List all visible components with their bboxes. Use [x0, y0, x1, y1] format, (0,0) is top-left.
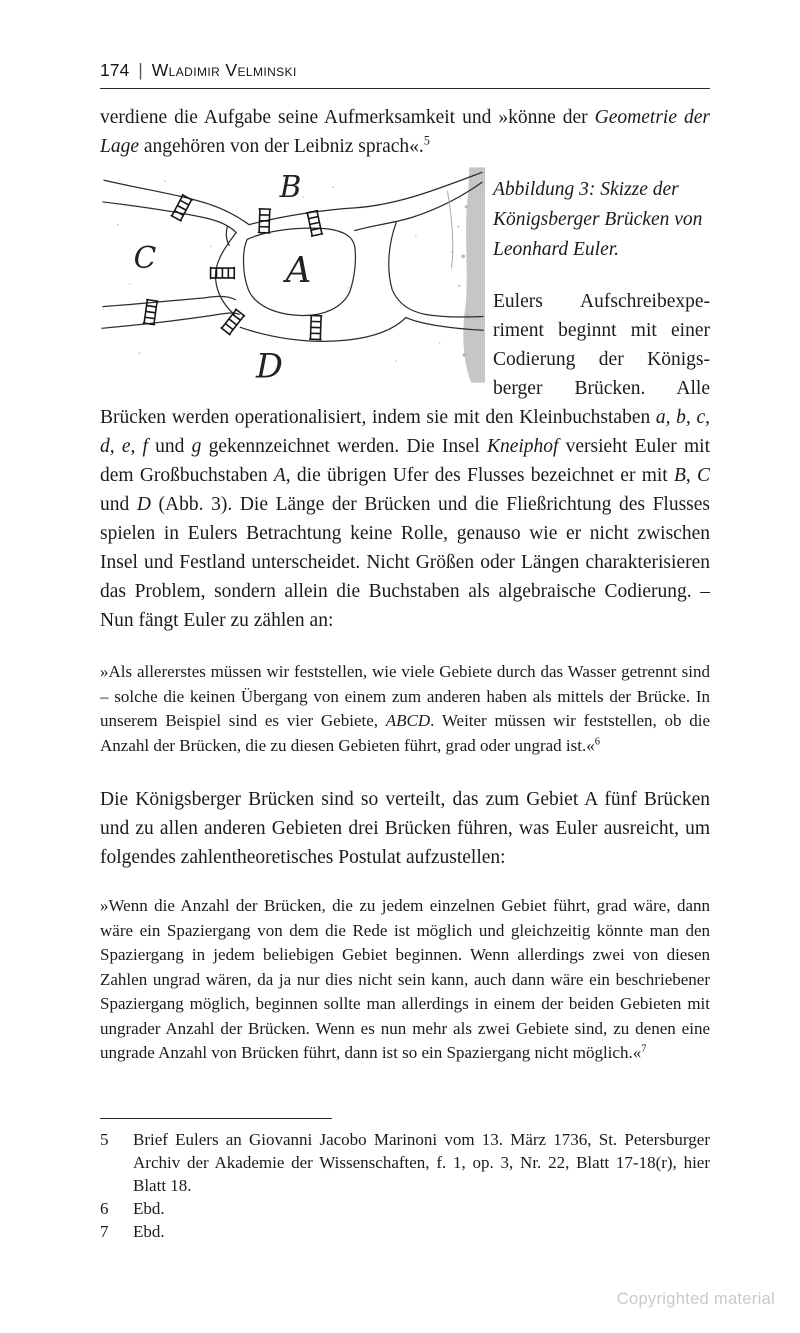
footnote-divider [100, 1118, 332, 1119]
scan-noise-band [457, 167, 485, 382]
figure-caption: Abbildung 3: Skizze der Königsberger Brücken von Leonhard Euler. [493, 179, 703, 260]
intro-paragraph: verdiene die Aufgabe seine Aufmerksamkeit und »könne der Geometrie der Lage angehören von der Leibniz sprach«.$^5$ [100, 107, 710, 157]
bridge-a-icon [171, 194, 193, 221]
header-separator: | [138, 60, 143, 80]
running-header [100, 60, 710, 89]
footnote-text: Ebd. [133, 1222, 165, 1241]
bridge-f-icon [221, 309, 245, 335]
paper-speckles [117, 180, 452, 361]
footnote-number: 7 [100, 1222, 109, 1241]
figure-label-b: B [279, 170, 302, 205]
bridge-g-icon [309, 315, 322, 339]
bridge-b-icon [211, 267, 235, 279]
footnote-text: Ebd. [133, 1199, 165, 1218]
bridge-c-icon [258, 209, 271, 233]
block-quote-1: »Als allererstes müssen wir feststellen, wie viele Gebiete durch das Wasser getrennt sind – solche die keinen Übergang von einem zum anderen haben als mittels der Brücke. In unserem Beispiel sind es vier Gebiete, ABCD. Weiter müssen wir feststellen, ob die Anzahl der Brücken, die zu diesen Gebieten führt, grad oder ungrad ist.«$^6$ [100, 662, 710, 755]
author-name: Wladimir Velminski [151, 60, 297, 80]
figure-label-a: A [285, 249, 312, 291]
main-paragraph: Eulers Aufschreibexperiment beginnt mit einer Codierung der Königsberger Brücken. Alle Brücken werden operationalisiert, indem sie mit den Kleinbuchstaben a, b, c, d, e, f und g gekennzeichnet werden. Die Insel Kneiphof versieht Euler mit dem Großbuchstaben A, die übrigen Ufer des Flusses bezeichnet er mit B, C und D (Abb. 3). Die Länge der Brücken und die Fließrichtung des Flusses spielen in Eulers Betrachtung keine Rolle, genauso wie er nicht zwischen Insel und Festland unterscheidet. Nicht Größen oder Längen charakterisieren das Problem, sondern allein die Buchstaben als algebraische Codierung. – Nun fängt Euler zu zählen an: [100, 291, 711, 631]
bridge-d-icon [306, 210, 323, 236]
footnote-number: 5 [100, 1130, 109, 1149]
footnote-text: Brief Eulers an Giovanni Jacobo Marinoni vom 13. März 1736, St. Petersburger Archiv der Akademie der Wissenschaften, f. 1, op. 3, Nr. 22, Blatt 17-18(r), hier Blatt 18. [133, 1130, 710, 1195]
block-quote-2: »Wenn die Anzahl der Brücken, die zu jedem einzelnen Gebiet führt, grad wäre, dann wäre ein Spaziergang von dem die Rede ist möglich und gleichzeitig könnte man den Spaziergang in jedem beliebigen Gebiet beginnen. Wenn allerdings zwei von diesen Zahlen ungrad wären, da ja nur dies nicht sein kann, auch dann wäre ein beschriebener Spaziergang möglich, beginnen sollte man allerdings in einem der beiden Gebieten mit ungrader Anzahl der Brücken. Wenn es nun mehr als zwei Gebiete sind, zu denen eine ungrade Anzahl von Brücken führt, dann ist so ein Spaziergang nicht möglich.«$^7$ [100, 896, 710, 1062]
page-number: 174 [100, 60, 130, 80]
footnote-item [100, 1220, 710, 1243]
footnote-number: 6 [100, 1199, 109, 1218]
euler-bridges-sketch-image [100, 166, 485, 384]
middle-paragraph: Die Königsberger Brücken sind so verteilt, das zum Gebiet A fünf Brücken und zu allen anderen Gebieten drei Brücken führen, was Euler ausreicht, um folgendes zahlentheoretisches Postulat aufzustellen: [100, 789, 710, 868]
footnotes-section [100, 1118, 710, 1243]
figure-euler-sketch [100, 166, 485, 384]
figure-label-c: C [133, 241, 157, 276]
figure-label-d: D [255, 346, 283, 384]
copyright-watermark: Copyrighted material [616, 1290, 775, 1308]
footnote-item [100, 1197, 710, 1220]
footnote-item [100, 1128, 710, 1197]
